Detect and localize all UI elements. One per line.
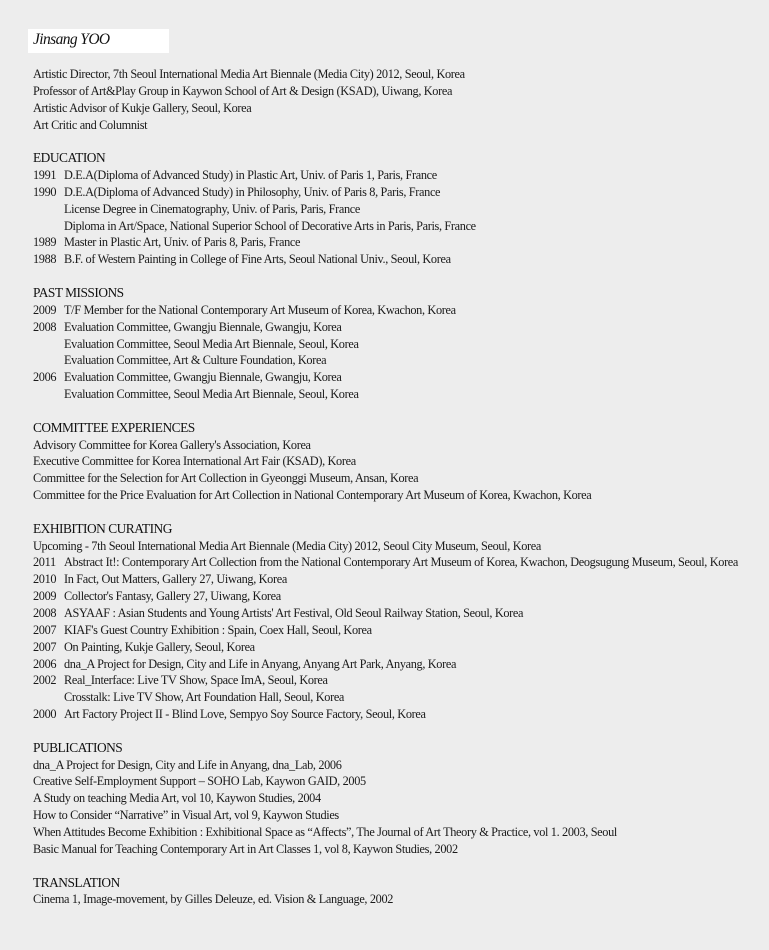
entry-year: 2008 bbox=[33, 606, 57, 620]
entry-text: Master in Plastic Art, Univ. of Paris 8, Paris, France bbox=[64, 235, 301, 250]
education-entry bbox=[33, 251, 761, 268]
translation-section bbox=[33, 875, 761, 909]
entry-text: On Painting, Kukje Gallery, Seoul, Korea bbox=[64, 639, 255, 654]
curating-entry bbox=[33, 639, 761, 656]
entry-text: Evaluation Committee, Seoul Media Art Biennale, Seoul, Korea bbox=[64, 336, 359, 351]
committee-section bbox=[33, 420, 761, 504]
entry-text: KIAF's Guest Country Exhibition : Spain, Coex Hall, Seoul, Korea bbox=[64, 622, 372, 637]
publication-line: How to Consider “Narrative” in Visual Art, vol 9, Kaywon Studies bbox=[33, 808, 339, 823]
publication-line: dna_A Project for Design, City and Life in Anyang, dna_Lab, 2006 bbox=[33, 757, 342, 772]
curating-entry bbox=[33, 689, 761, 706]
entry-year bbox=[33, 336, 64, 353]
entry-text: Diploma in Art/Space, National Superior School of Decorative Arts in Paris, Paris, France bbox=[64, 218, 476, 233]
entry-year: 2006 bbox=[33, 370, 57, 385]
entry-text: License Degree in Cinematography, Univ. of Paris, Paris, France bbox=[64, 201, 360, 216]
entry-text: In Fact, Out Matters, Gallery 27, Uiwang, Korea bbox=[64, 572, 287, 587]
mission-entry bbox=[33, 369, 761, 386]
mission-entry bbox=[33, 386, 761, 403]
entry-text: D.E.A(Diploma of Advanced Study) in Plastic Art, Univ. of Paris 1, Paris, France bbox=[64, 168, 437, 183]
curating-entry bbox=[33, 622, 761, 639]
entry-year: 2011 bbox=[33, 555, 56, 570]
education-entry bbox=[33, 234, 761, 251]
curating-entry bbox=[33, 554, 761, 571]
entry-year: 2009 bbox=[33, 302, 57, 317]
education-entry bbox=[33, 218, 761, 235]
education-section bbox=[33, 150, 761, 268]
past-missions-section bbox=[33, 285, 761, 403]
translation-line: Cinema 1, Image-movement, by Gilles Deleuze, ed. Vision & Language, 2002 bbox=[33, 892, 394, 907]
intro-line: Artistic Director, 7th Seoul International Media Art Biennale (Media City) 2012, Seoul, Korea bbox=[33, 67, 465, 81]
entry-text: T/F Member for the National Contemporary Art Museum of Korea, Kwachon, Korea bbox=[64, 302, 456, 317]
curating-entry bbox=[33, 672, 761, 689]
entry-year: 1991 bbox=[33, 168, 57, 183]
committee-line: Committee for the Price Evaluation for Art Collection in National Contemporary Art Museum of Korea, Kwachon, Korea bbox=[33, 488, 592, 503]
entry-year bbox=[33, 218, 64, 235]
curating-entry bbox=[33, 706, 761, 723]
curating-entry bbox=[33, 656, 761, 673]
committee-line: Executive Committee for Korea International Art Fair (KSAD), Korea bbox=[33, 454, 356, 469]
publications-section bbox=[33, 740, 761, 858]
entry-text: ASYAAF : Asian Students and Young Artists' Art Festival, Old Seoul Railway Station, Seoul, Korea bbox=[64, 606, 524, 620]
education-heading: EDUCATION bbox=[33, 150, 106, 166]
entry-text: Real_Interface: Live TV Show, Space ImA, Seoul, Korea bbox=[64, 673, 328, 688]
person-name: Jinsang YOO bbox=[33, 31, 110, 48]
mission-entry bbox=[33, 352, 761, 369]
publication-line: A Study on teaching Media Art, vol 10, Kaywon Studies, 2004 bbox=[33, 791, 321, 806]
name-box bbox=[28, 29, 169, 53]
intro-block bbox=[33, 66, 761, 133]
committee-line: Committee for the Selection for Art Collection in Gyeonggi Museum, Ansan, Korea bbox=[33, 471, 419, 486]
entry-text: Evaluation Committee, Gwangju Biennale, Gwangju, Korea bbox=[64, 370, 342, 385]
entry-year: 2007 bbox=[33, 639, 57, 654]
intro-line: Professor of Art&Play Group in Kaywon School of Art & Design (KSAD), Uiwang, Korea bbox=[33, 83, 453, 98]
curating-entry bbox=[33, 605, 761, 622]
entry-year bbox=[33, 201, 64, 218]
entry-year: 2009 bbox=[33, 589, 57, 604]
entry-year: 2000 bbox=[33, 707, 57, 722]
entry-year bbox=[33, 689, 64, 706]
mission-entry bbox=[33, 319, 761, 336]
entry-year bbox=[33, 386, 64, 403]
entry-text: Collector's Fantasy, Gallery 27, Uiwang, Korea bbox=[64, 589, 281, 604]
entry-year bbox=[33, 352, 64, 369]
entry-year: 1990 bbox=[33, 184, 57, 199]
intro-line: Artistic Advisor of Kukje Gallery, Seoul, Korea bbox=[33, 100, 252, 115]
education-entry bbox=[33, 201, 761, 218]
mission-entry bbox=[33, 302, 761, 319]
entry-text: Evaluation Committee, Seoul Media Art Biennale, Seoul, Korea bbox=[64, 387, 359, 402]
entry-text: B.F. of Western Painting in College of Fine Arts, Seoul National Univ., Seoul, Korea bbox=[64, 252, 451, 267]
committee-heading: COMMITTEE EXPERIENCES bbox=[33, 419, 195, 435]
entry-year: 1988 bbox=[33, 252, 57, 267]
past-missions-heading: PAST MISSIONS bbox=[33, 284, 124, 300]
publication-line: When Attitudes Become Exhibition : Exhibitional Space as “Affects”, The Journal of Art Theory & Practice, vol 1. 2003, Seoul bbox=[33, 824, 617, 839]
entry-text: Evaluation Committee, Gwangju Biennale, Gwangju, Korea bbox=[64, 319, 342, 334]
entry-text: Art Factory Project II - Blind Love, Sempyo Soy Source Factory, Seoul, Korea bbox=[64, 707, 426, 722]
entry-year: 1989 bbox=[33, 235, 57, 250]
curating-upcoming: Upcoming - 7th Seoul International Media Art Biennale (Media City) 2012, Seoul City Museum, Seoul, Korea bbox=[33, 538, 541, 553]
publication-line: Basic Manual for Teaching Contemporary Art in Art Classes 1, vol 8, Kaywon Studies, 2002 bbox=[33, 841, 458, 856]
curating-heading: EXHIBITION CURATING bbox=[33, 520, 172, 536]
entry-year: 2008 bbox=[33, 319, 57, 334]
publication-line: Creative Self-Employment Support – SOHO Lab, Kaywon GAID, 2005 bbox=[33, 774, 366, 789]
entry-text: dna_A Project for Design, City and Life in Anyang, Anyang Art Park, Anyang, Korea bbox=[64, 656, 457, 671]
entry-text: Abstract It!: Contemporary Art Collection from the National Contemporary Art Museum of Korea, Kwachon, Deogsugung Museum, Seoul, Korea bbox=[64, 555, 739, 570]
curating-section bbox=[33, 521, 761, 723]
cv-content bbox=[33, 66, 761, 908]
entry-text: Evaluation Committee, Art & Culture Foundation, Korea bbox=[64, 353, 327, 368]
entry-year: 2010 bbox=[33, 572, 57, 587]
entry-year: 2002 bbox=[33, 673, 57, 688]
entry-text: D.E.A(Diploma of Advanced Study) in Philosophy, Univ. of Paris 8, Paris, France bbox=[64, 184, 441, 199]
committee-line: Advisory Committee for Korea Gallery's Association, Korea bbox=[33, 437, 311, 452]
entry-year: 2007 bbox=[33, 622, 57, 637]
intro-line: Art Critic and Columnist bbox=[33, 117, 148, 132]
entry-text: Crosstalk: Live TV Show, Art Foundation Hall, Seoul, Korea bbox=[64, 690, 345, 705]
education-entry bbox=[33, 184, 761, 201]
education-entry bbox=[33, 167, 761, 184]
publications-heading: PUBLICATIONS bbox=[33, 739, 123, 755]
mission-entry bbox=[33, 336, 761, 353]
entry-year: 2006 bbox=[33, 656, 57, 671]
translation-heading: TRANSLATION bbox=[33, 874, 120, 890]
curating-entry bbox=[33, 588, 761, 605]
curating-entry bbox=[33, 571, 761, 588]
